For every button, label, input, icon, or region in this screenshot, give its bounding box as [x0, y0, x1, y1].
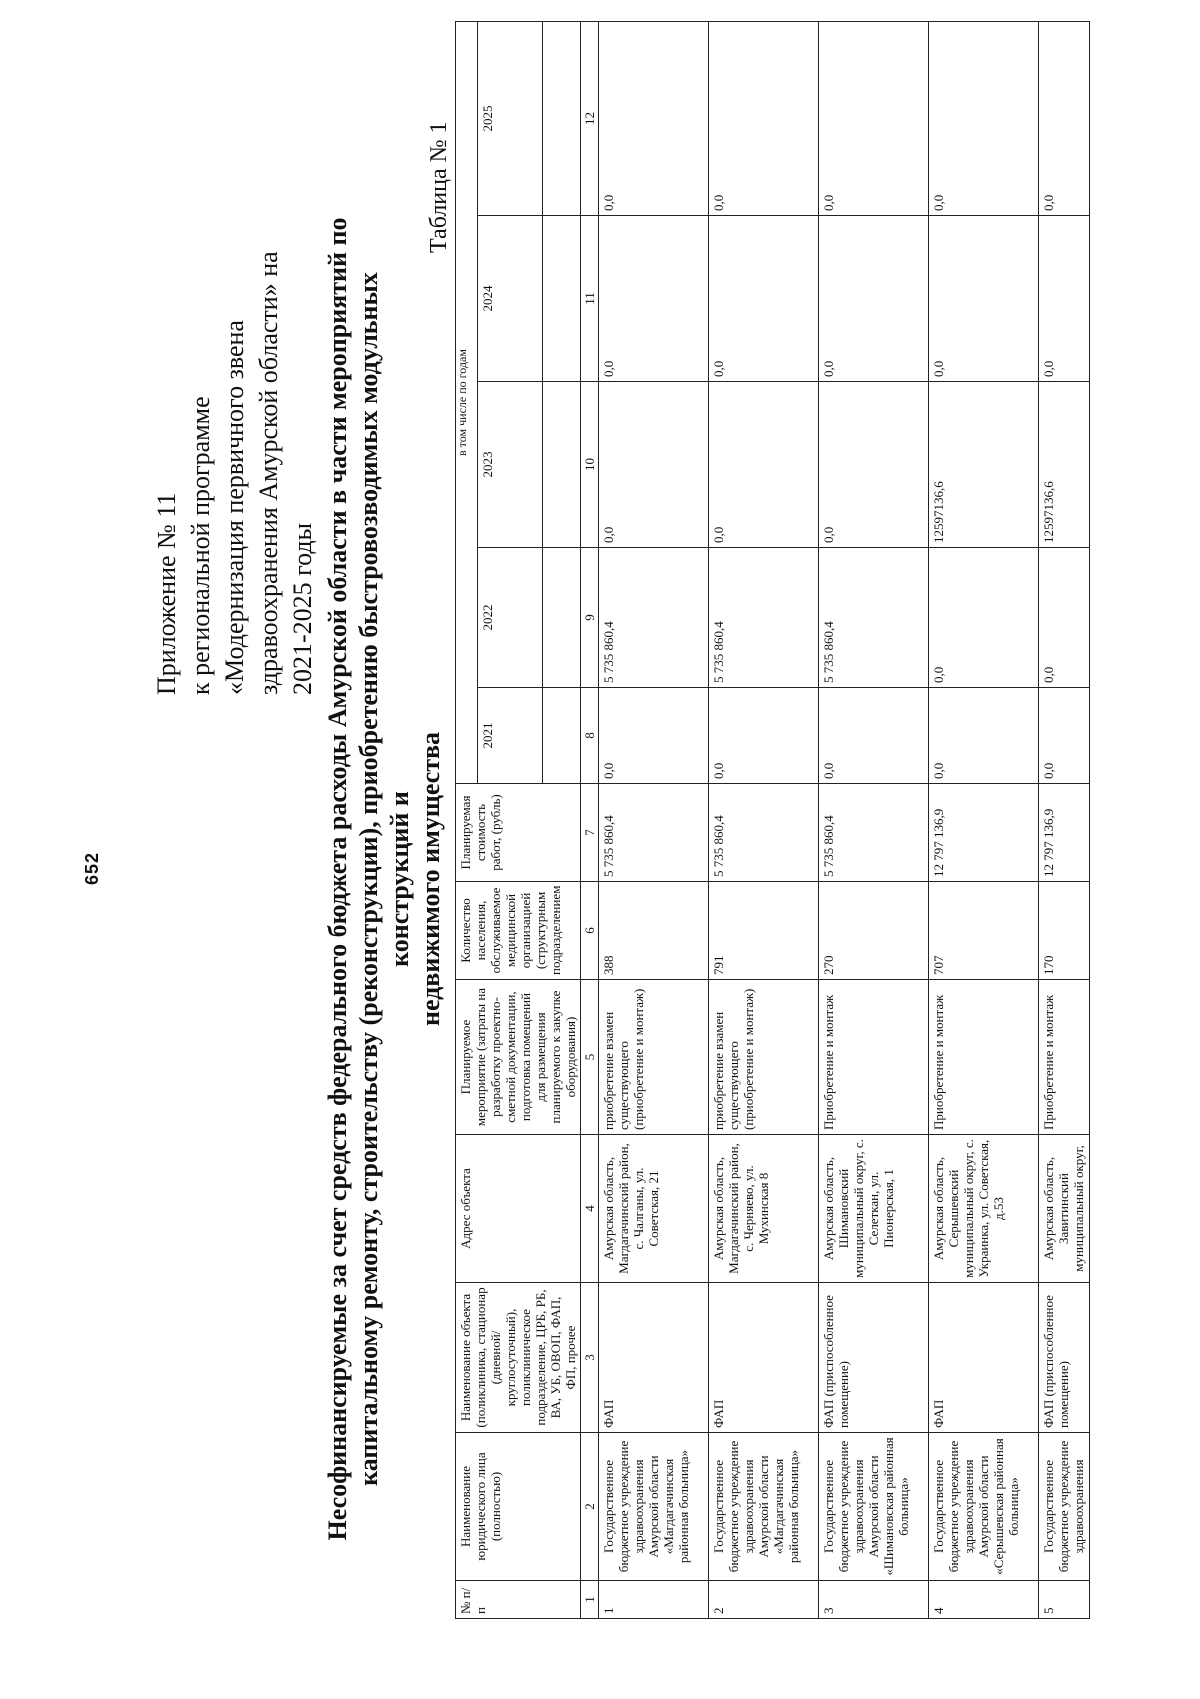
header-year-2021: 2021 [478, 688, 543, 784]
cell-2023: 12597136,6 [929, 382, 1039, 548]
header-year-2025: 2025 [478, 22, 543, 216]
cell-address: Амурская область, Шимановский муниципальный округ, с. Селеткан, ул. Пионерская, 1 [819, 1135, 929, 1283]
cell-object-name: ФАП (приспособленное помещение) [1039, 1283, 1090, 1433]
cell-measure: приобретение взамен существующего (приобретение и монтаж) [709, 980, 819, 1135]
cell-2023: 0,0 [599, 382, 709, 548]
cell-measure: Приобретение и монтаж [1039, 980, 1090, 1135]
column-number: 9 [581, 548, 599, 688]
column-number-row [581, 22, 599, 1619]
appendix-line: к региональной программе [186, 396, 215, 695]
cell-legal-entity: Государственное бюджетное учреждение здравоохранения Амурской области «Шимановская районная больница» [819, 1433, 929, 1581]
document-title [322, 209, 446, 1549]
cell-2025: 0,0 [929, 22, 1039, 216]
header-spacer-cell [543, 22, 581, 216]
column-number: 1 [581, 1581, 599, 1619]
header-year-2023: 2023 [478, 382, 543, 548]
column-number: 5 [581, 980, 599, 1135]
cell-2022: 0,0 [929, 548, 1039, 688]
column-number: 3 [581, 1283, 599, 1433]
header-cost: Планируемая стоимость работ, (рубль) [456, 784, 581, 882]
header-address: Адрес объекта [456, 1135, 581, 1283]
cell-num: 3 [819, 1581, 929, 1619]
cell-2025: 0,0 [1039, 22, 1090, 216]
header-legal-entity: Наименование юридического лица (полностью) [456, 1433, 581, 1581]
column-number: 4 [581, 1135, 599, 1283]
cell-2021: 0,0 [599, 688, 709, 784]
appendix-line: Приложение № 11 [152, 492, 181, 695]
cell-2025: 0,0 [599, 22, 709, 216]
cell-address: Амурская область, Серышевский муниципальный округ, с. Украинка, ул. Советская, д.53 [929, 1135, 1039, 1283]
cell-2021: 0,0 [1039, 688, 1090, 784]
cell-2024: 0,0 [599, 216, 709, 382]
cell-legal-entity: Государственное бюджетное учреждение здравоохранения Амурской области «Магдагачинская районная больница» [709, 1433, 819, 1581]
cell-measure: Приобретение и монтаж [929, 980, 1039, 1135]
cell-population: 388 [599, 882, 709, 980]
cell-population: 707 [929, 882, 1039, 980]
column-number: 2 [581, 1433, 599, 1581]
table-row [929, 22, 1039, 1619]
cell-2024: 0,0 [1039, 216, 1090, 382]
cell-population: 170 [1039, 882, 1090, 980]
header-spacer-cell [543, 382, 581, 548]
cell-2022: 5 735 860,4 [819, 548, 929, 688]
header-spacer-cell [543, 548, 581, 688]
cell-address: Амурская область, Магдагачинский район, с. Чалганы, ул. Советская, 21 [599, 1135, 709, 1283]
cell-2022: 0,0 [1039, 548, 1090, 688]
column-number: 6 [581, 882, 599, 980]
cell-cost: 5 735 860,4 [819, 784, 929, 882]
cell-2024: 0,0 [929, 216, 1039, 382]
cell-legal-entity: Государственное бюджетное учреждение здравоохранения [1039, 1433, 1090, 1581]
column-number: 12 [581, 22, 599, 216]
cell-object-name: ФАП (приспособленное помещение) [819, 1283, 929, 1433]
cell-2021: 0,0 [819, 688, 929, 784]
column-number: 7 [581, 784, 599, 882]
cell-object-name: ФАП [709, 1283, 819, 1433]
cell-num: 5 [1039, 1581, 1090, 1619]
cell-population: 791 [709, 882, 819, 980]
appendix-line: здравоохранения Амурской области» на [254, 251, 283, 695]
page-number: 652 [82, 851, 102, 885]
table-label: Таблица № 1 [426, 121, 452, 253]
header-by-years: в том числе по годам [456, 22, 478, 784]
column-number: 10 [581, 382, 599, 548]
header-num: № п/п [456, 1581, 581, 1619]
cell-population: 270 [819, 882, 929, 980]
cell-2025: 0,0 [819, 22, 929, 216]
header-measure: Планируемое мероприятие (затраты на разработку проектно-сметной документации, подготовка помещений для размещения планируемого к закупке оборудования) [456, 980, 581, 1135]
table-row [599, 22, 709, 1619]
cell-object-name: ФАП [599, 1283, 709, 1433]
header-population: Количество населения, обслуживаемое медицинской организацией (структурным подразделением [456, 882, 581, 980]
cell-measure: приобретение взамен существующего (приобретение и монтаж) [599, 980, 709, 1135]
cell-cost: 12 797 136,9 [929, 784, 1039, 882]
cell-2024: 0,0 [709, 216, 819, 382]
cell-measure: Приобретение и монтаж [819, 980, 929, 1135]
header-spacer-cell [543, 688, 581, 784]
cell-2021: 0,0 [929, 688, 1039, 784]
expenses-table [455, 21, 1090, 1619]
cell-2021: 0,0 [709, 688, 819, 784]
column-number: 8 [581, 688, 599, 784]
cell-num: 1 [599, 1581, 709, 1619]
cell-cost: 5 735 860,4 [709, 784, 819, 882]
title-line: капитальному ремонту, строительству (реконструкции), приобретению быстровозводимых модульных конструкций и [354, 272, 414, 1486]
table-row [1039, 22, 1090, 1619]
cell-num: 2 [709, 1581, 819, 1619]
column-number: 11 [581, 216, 599, 382]
title-line: недвижимого имущества [416, 731, 445, 1027]
header-year-2022: 2022 [478, 548, 543, 688]
cell-2024: 0,0 [819, 216, 929, 382]
cell-2025: 0,0 [709, 22, 819, 216]
cell-legal-entity: Государственное бюджетное учреждение здравоохранения Амурской области «Серышевская районная больница» [929, 1433, 1039, 1581]
cell-2022: 5 735 860,4 [599, 548, 709, 688]
cell-num: 4 [929, 1581, 1039, 1619]
table-row [709, 22, 819, 1619]
appendix-header [150, 55, 320, 695]
cell-address: Амурская область, Магдагачинский район, с. Черняево, ул. Мухинская 8 [709, 1135, 819, 1283]
cell-legal-entity: Государственное бюджетное учреждение здравоохранения Амурской области «Магдагачинская районная больница» [599, 1433, 709, 1581]
cell-2023: 0,0 [709, 382, 819, 548]
appendix-line: «Модернизация первичного звена [220, 320, 249, 695]
header-spacer-cell [543, 216, 581, 382]
cell-object-name: ФАП [929, 1283, 1039, 1433]
title-line: Несофинансируемые за счет средств федерального бюджета расходы Амурской области в части мероприятий по [323, 217, 352, 1541]
header-year-2024: 2024 [478, 216, 543, 382]
cell-address: Амурская область, Завитинский муниципальный округ, [1039, 1135, 1090, 1283]
cell-cost: 5 735 860,4 [599, 784, 709, 882]
cell-cost: 12 797 136,9 [1039, 784, 1090, 882]
header-row [456, 22, 478, 1619]
cell-2023: 12597136,6 [1039, 382, 1090, 548]
header-object-name: Наименование объекта (поликлиника, стационар (дневной/круглосуточный), поликлиническое подразделение, ЦРБ, РБ, ВА, УБ, ОВОП, ФАП, ФП, прочее [456, 1283, 581, 1433]
cell-2022: 5 735 860,4 [709, 548, 819, 688]
appendix-line: 2021-2025 годы [288, 522, 317, 695]
cell-2023: 0,0 [819, 382, 929, 548]
table-row [819, 22, 929, 1619]
